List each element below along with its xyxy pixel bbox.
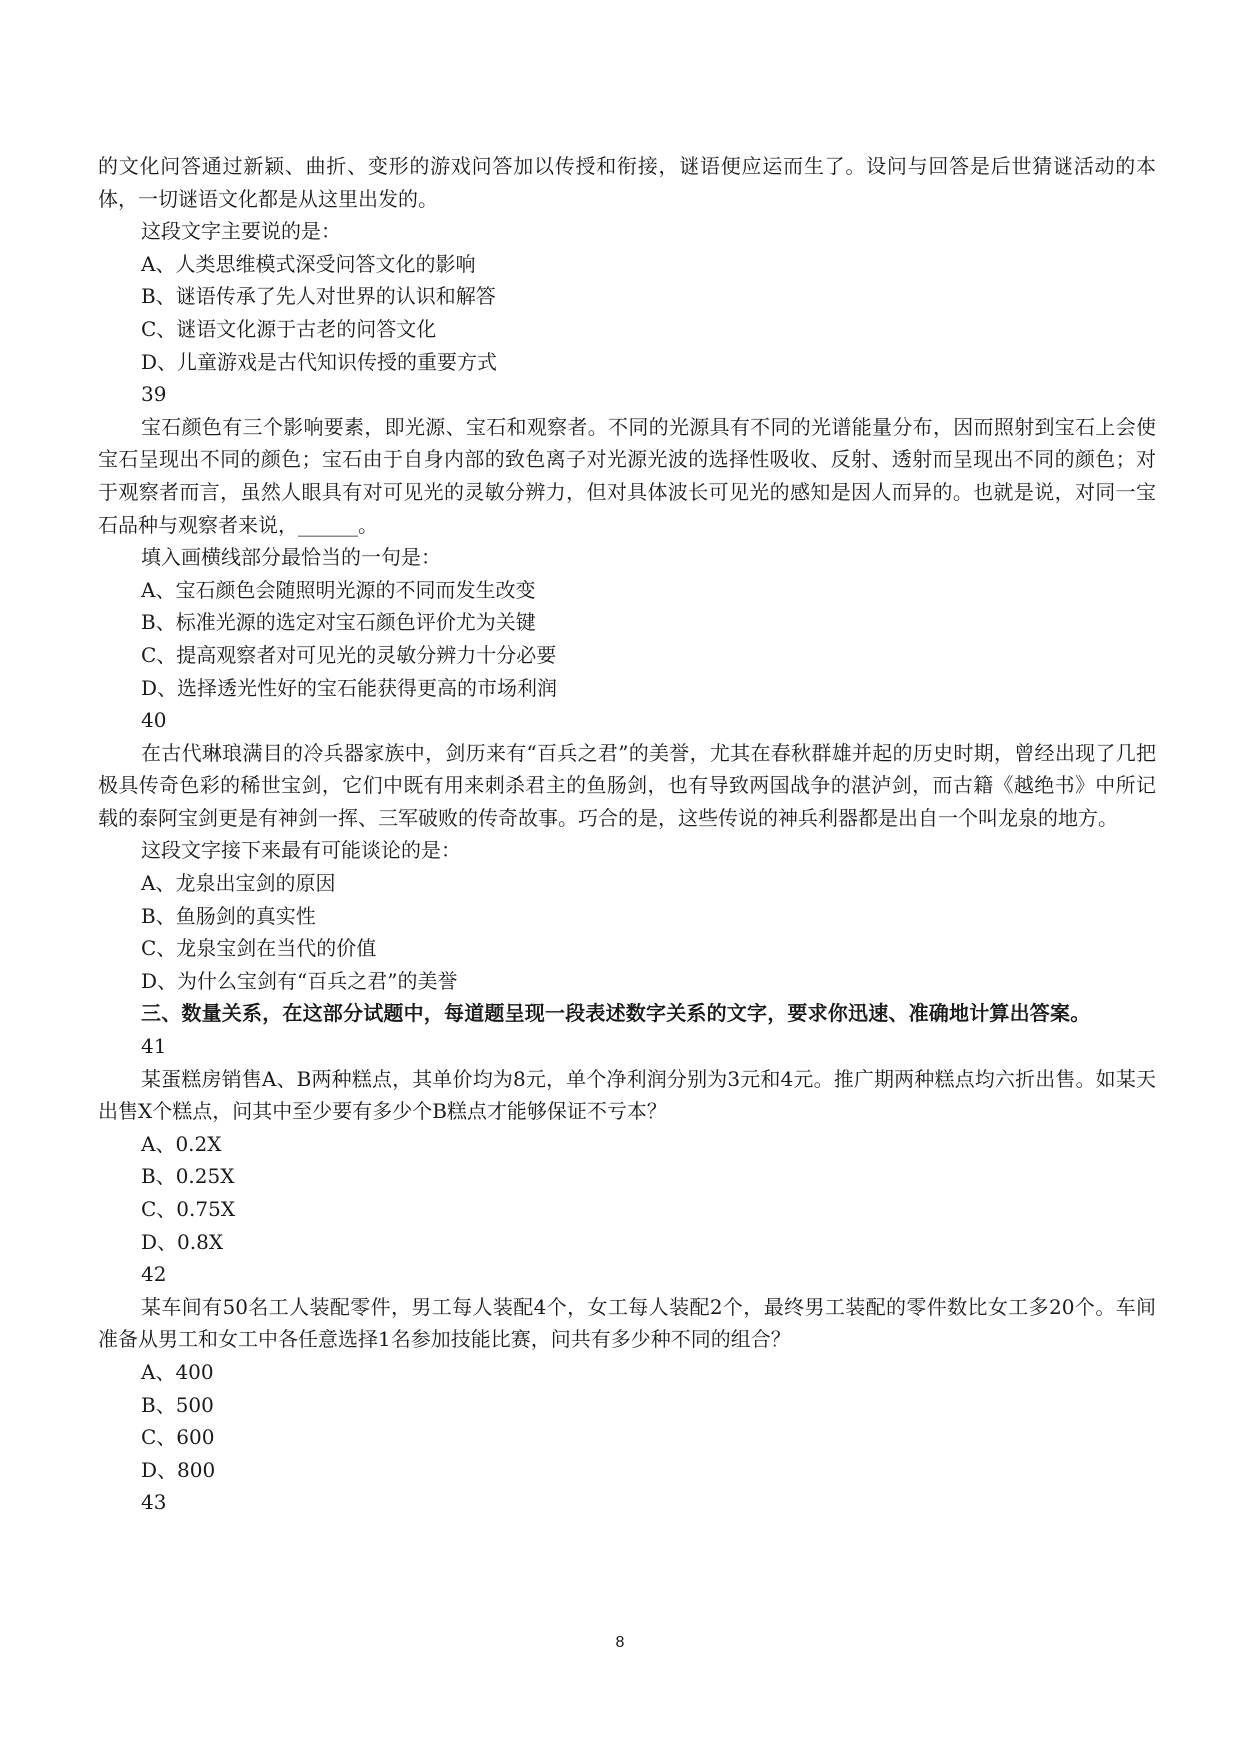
answer-option: C、谜语文化源于古老的问答文化 (141, 316, 437, 341)
answer-option: B、标准光源的选定对宝石颜色评价尤为关键 (141, 610, 536, 635)
question-number: 42 (141, 1262, 167, 1287)
answer-option: D、为什么宝剑有“百兵之君”的美誉 (141, 968, 458, 993)
question-passage: 宝石颜色有三个影响要素，即光源、宝石和观察者。不同的光源具有不同的光谱能量分布，因而照射到宝石上会使宝石呈现出不同的颜色；宝石由于自身内部的致色离子对光源光波的选择性吸收、反射、透射而呈现出不同的颜色；对于观察者而言，虽然人眼具有对可见光的灵敏分辨力，但对具体波长可见光的感知是因人而异的。也就是说，对同一宝石品种与观察者来说，______。 (98, 414, 1156, 537)
question-number: 40 (141, 708, 167, 733)
question-number: 41 (141, 1034, 167, 1059)
answer-option: A、400 (141, 1359, 214, 1384)
answer-option: A、0.2X (141, 1131, 222, 1156)
page-number: 8 (615, 1634, 625, 1651)
answer-option: B、谜语传承了先人对世界的认识和解答 (141, 284, 496, 309)
answer-option: D、选择透光性好的宝石能获得更高的市场利润 (141, 675, 558, 700)
answer-option: C、600 (141, 1425, 215, 1450)
answer-option: D、儿童游戏是古代知识传授的重要方式 (141, 349, 498, 374)
answer-option: B、鱼肠剑的真实性 (141, 903, 316, 928)
answer-option: A、龙泉出宝剑的原因 (141, 871, 336, 896)
answer-option: C、龙泉宝剑在当代的价值 (141, 936, 377, 961)
question-passage: 某蛋糕房销售A、B两种糕点，其单价均为8元，单个净利润分别为3元和4元。推广期两种糕点均六折出售。如某天出售X个糕点，问其中至少要有多少个B糕点才能够保证不亏本？ (98, 1066, 1156, 1124)
question-prompt: 这段文字接下来最有可能谈论的是： (141, 838, 461, 863)
section-heading: 三、数量关系，在这部分试题中，每道题呈现一段表述数字关系的文字，要求你迅速、准确地计算出答案。 (141, 1001, 1091, 1026)
answer-option: C、0.75X (141, 1197, 236, 1221)
passage-continuation: 的文化问答通过新颖、曲折、变形的游戏问答加以传授和衔接，谜语便应运而生了。设问与回答是后世猜谜活动的本体，一切谜语文化都是从这里出发的。 (98, 154, 1156, 211)
question-passage: 在古代琳琅满目的冷兵器家族中，剑历来有“百兵之君”的美誉，尤其在春秋群雄并起的历史时期，曾经出现了几把极具传奇色彩的稀世宝剑，它们中既有用来刺杀君主的鱼肠剑，也有导致两国战争的湛泸剑，而古籍《越绝书》中所记载的泰阿宝剑更是有神剑一挥、三军破败的传奇故事。巧合的是，这些传说的神兵利器都是出自一个叫龙泉的地方。 (98, 740, 1156, 830)
question-prompt: 这段文字主要说的是： (141, 219, 341, 244)
question-number: 43 (141, 1490, 167, 1515)
page-content (98, 150, 1156, 1519)
answer-option: A、宝石颜色会随照明光源的不同而发生改变 (141, 577, 536, 602)
question-passage: 某车间有50名工人装配零件，男工每人装配4个，女工每人装配2个，最终男工装配的零件数比女工多20个。车间准备从男工和女工中各任意选择1名参加技能比赛，问共有多少种不同的组合？ (98, 1294, 1156, 1352)
answer-option: A、人类思维模式深受问答文化的影响 (141, 251, 476, 276)
answer-option: B、500 (141, 1392, 214, 1417)
question-prompt: 填入画横线部分最恰当的一句是： (141, 545, 441, 570)
answer-option: D、800 (141, 1457, 216, 1482)
answer-option: C、提高观察者对可见光的灵敏分辨力十分必要 (141, 642, 557, 667)
answer-option: D、0.8X (141, 1229, 224, 1254)
question-number: 39 (141, 382, 167, 407)
answer-option: B、0.25X (141, 1164, 235, 1189)
